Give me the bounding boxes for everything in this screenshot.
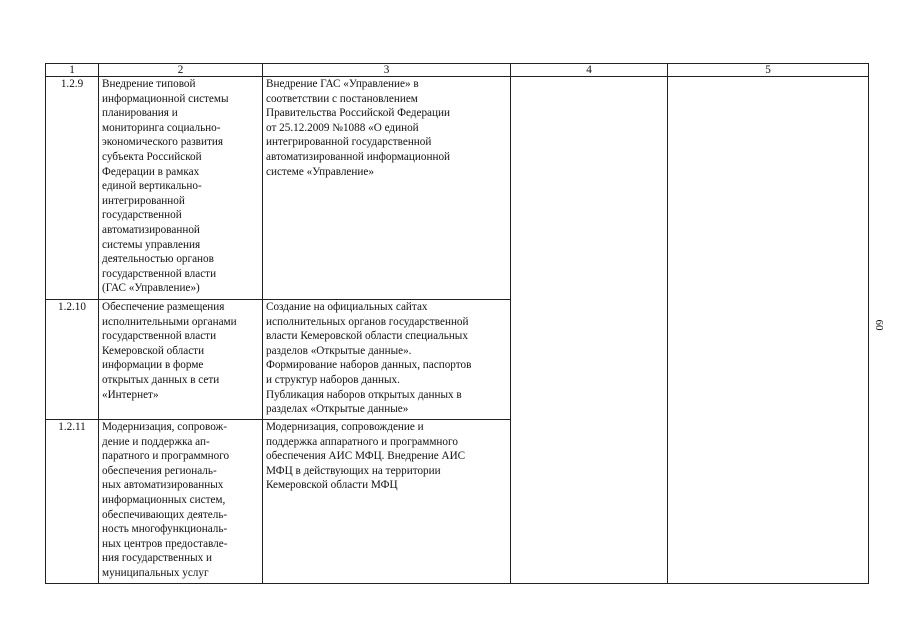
header-col-5: 5 [668,64,869,77]
measure-content: Создание на официальных сайтах исполнительных органов государственной власти Кемеровской области специальных разделов «Открытые данные». Формирование наборов данных, паспортов и структур наборов данных. Публикация наборов открытых данных в разделах «Открытые данные» [263,300,511,420]
row-number: 1.2.9 [46,77,99,300]
header-col-3: 3 [263,64,511,77]
page-number: 60 [873,319,885,331]
header-col-4: 4 [511,64,668,77]
col-5-cell [668,77,869,584]
row-number: 1.2.10 [46,300,99,420]
measure-name: Модернизация, сопровож- дение и поддержка ап- паратного и программного обеспечения региональ- ных автоматизированных информационных систем, обеспечивающих деятель- ность многофункциональ- ных центров предоставле- ния государственных и муниципальных услуг [99,420,263,584]
row-number: 1.2.11 [46,420,99,584]
measures-table [45,63,869,584]
header-col-2: 2 [99,64,263,77]
table-row [46,77,869,300]
header-row [46,64,869,77]
measure-name: Внедрение типовой информационной системы планирования и мониторинга социально- экономического развития субъекта Российской Федерации в рамках единой вертикально- интегрированной государственной автоматизированной системы управления деятельностью органов государственной власти (ГАС «Управление») [99,77,263,300]
measure-content: Внедрение ГАС «Управление» в соответствии с постановлением Правительства Российской Федерации от 25.12.2009 №1088 «О единой интегрированной государственной автоматизированной информационной системе «Управление» [263,77,511,300]
header-col-1: 1 [46,64,99,77]
measure-content: Модернизация, сопровождение и поддержка аппаратного и программного обеспечения АИС МФЦ. Внедрение АИС МФЦ в действующих на территории Кемеровской области МФЦ [263,420,511,584]
col-4-cell [511,77,668,584]
measure-name: Обеспечение размещения исполнительными органами государственной власти Кемеровской области информации в форме открытых данных в сети «Интернет» [99,300,263,420]
